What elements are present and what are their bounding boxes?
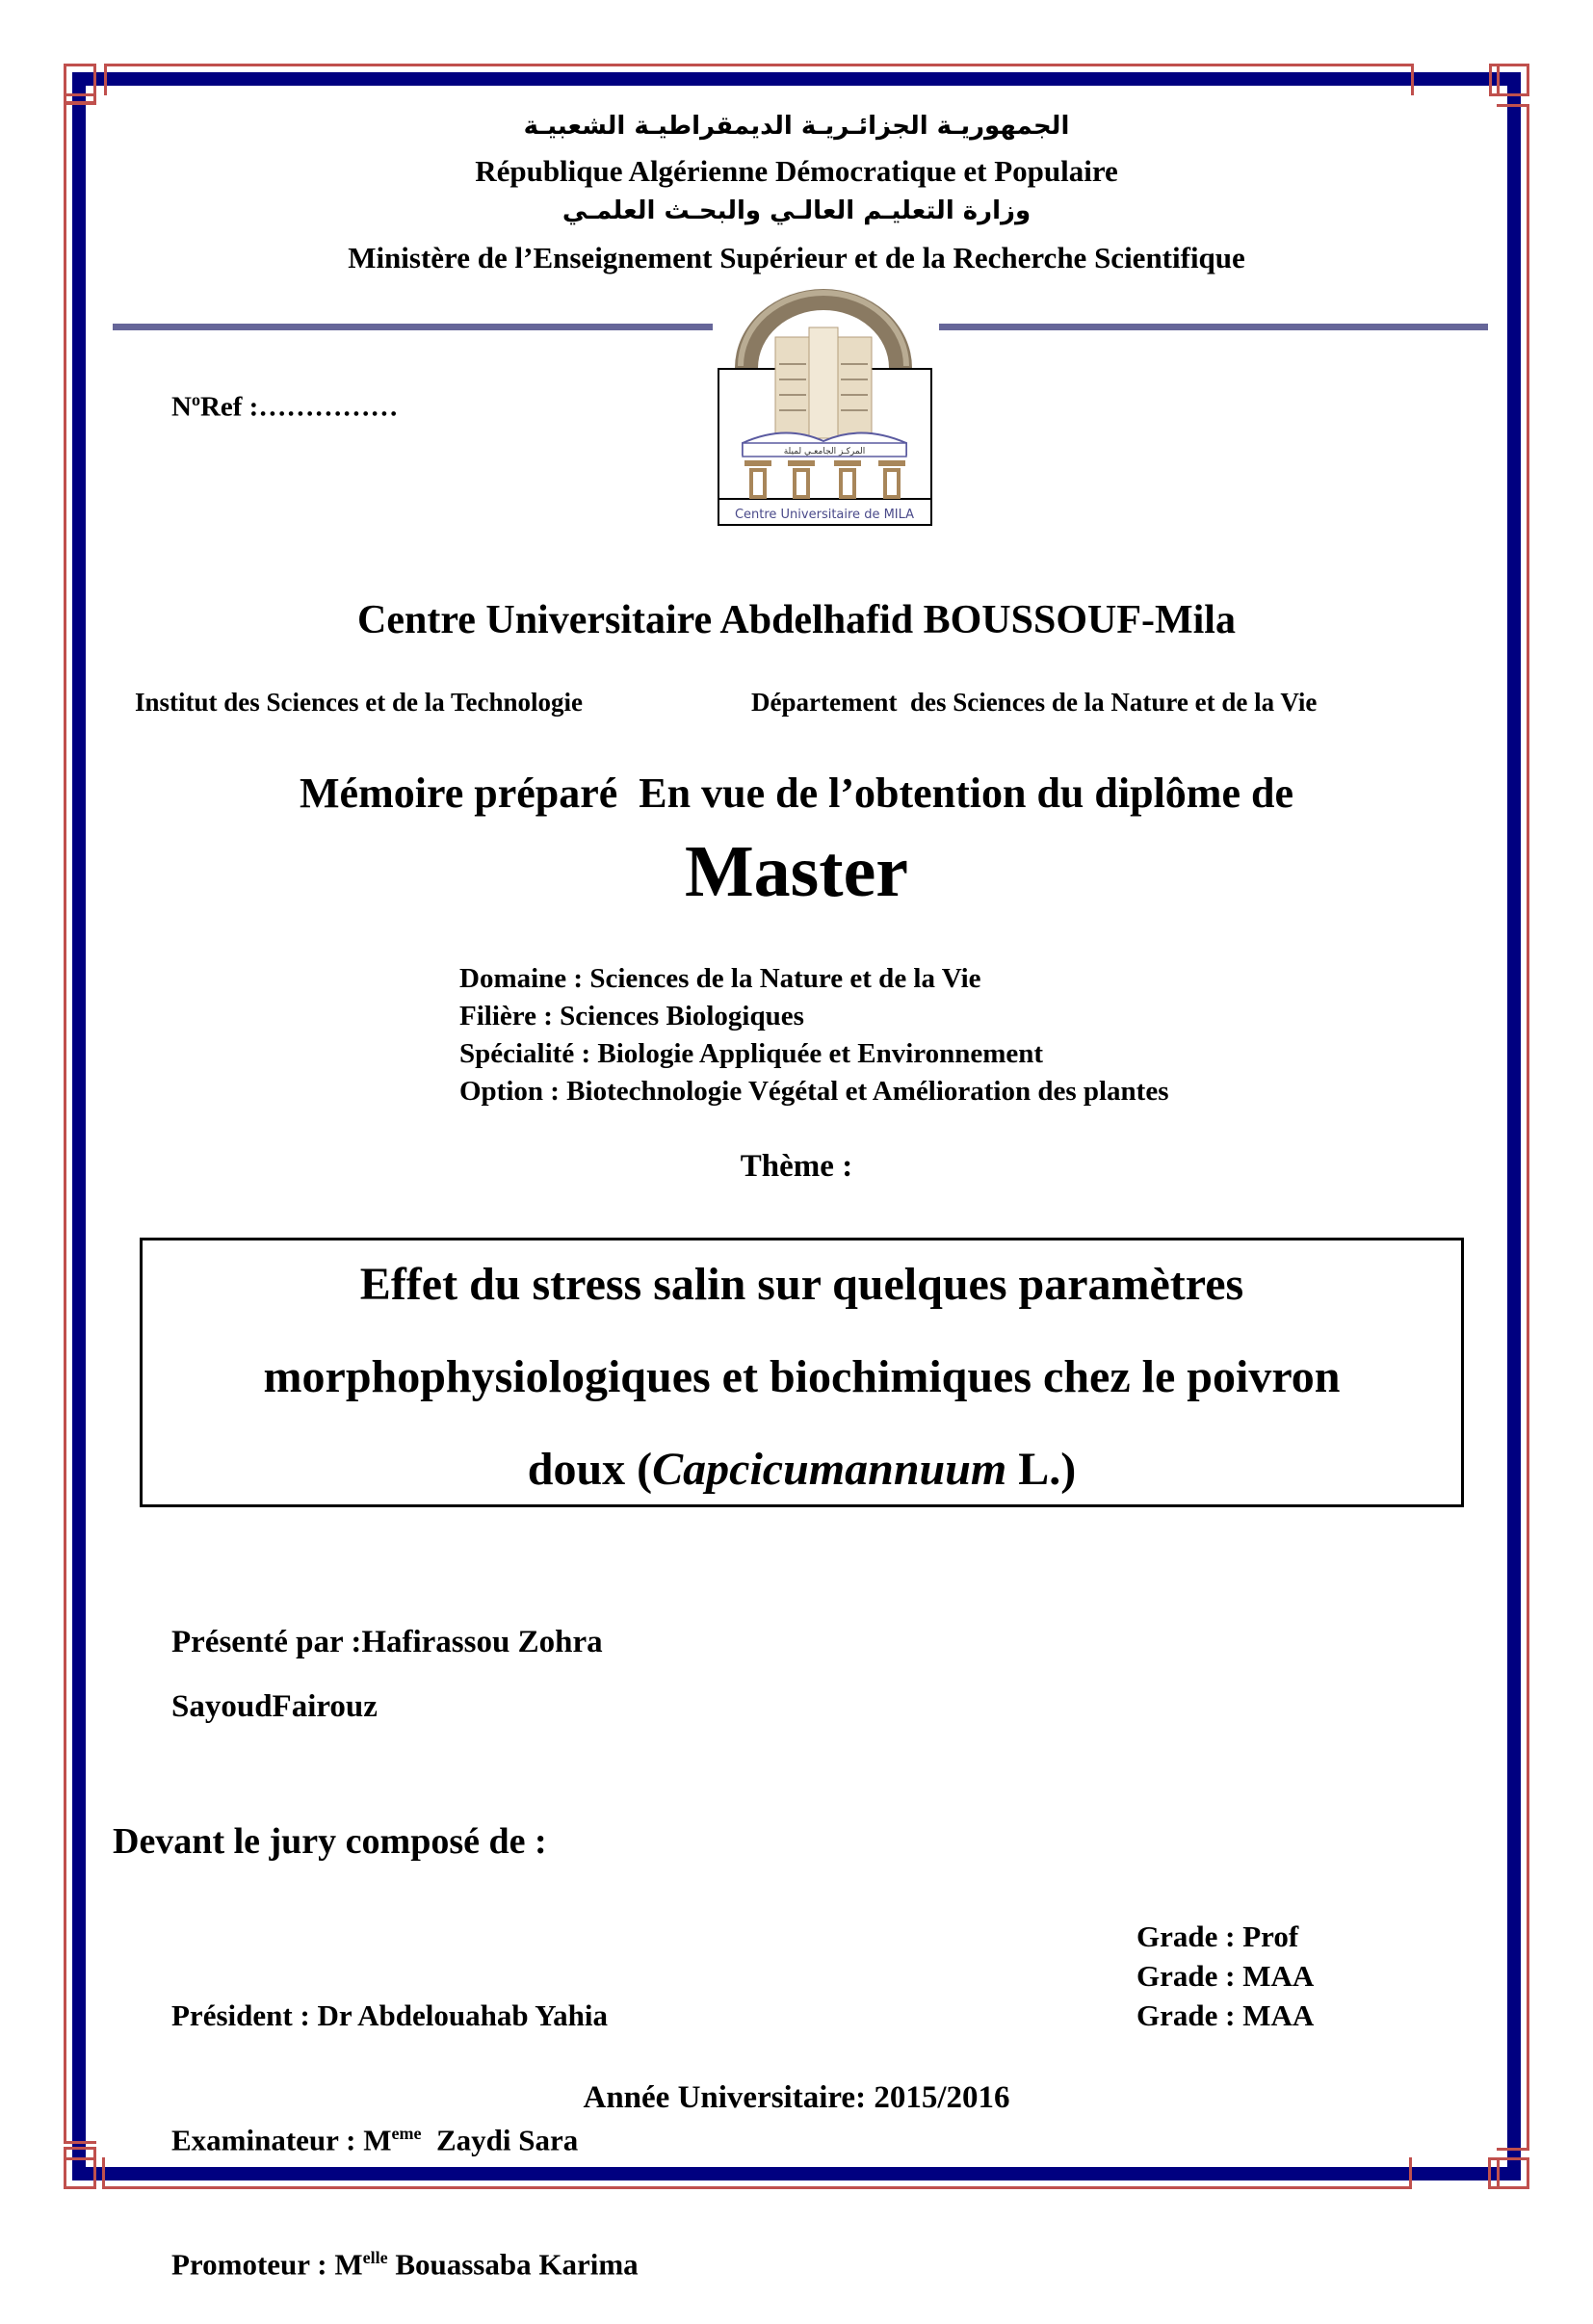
program-filiere: Filière : Sciences Biologiques bbox=[459, 1001, 804, 1031]
jury-title: M bbox=[363, 2123, 392, 2157]
jury-heading: Devant le jury composé de : bbox=[113, 1821, 547, 1862]
border-red-right bbox=[1497, 104, 1529, 2151]
logo-arabic-text: المركـز الجامعـي لميلة bbox=[783, 447, 866, 457]
rule-right bbox=[939, 324, 1488, 330]
institution-name: Centre Universitaire Abdelhafid BOUSSOUF-Mila bbox=[357, 598, 1236, 642]
program-option: Option : Biotechnologie Végétal et Amélioration des plantes bbox=[459, 1076, 1169, 1107]
authors-line-1 bbox=[171, 1625, 603, 1660]
jury-grade: Grade : Prof bbox=[1136, 1919, 1299, 1953]
program-specialite: Spécialité : Biologie Appliquée et Environnement bbox=[459, 1038, 1044, 1069]
authors-label: Présenté par : bbox=[171, 1625, 362, 1659]
reference-n: N bbox=[171, 391, 192, 423]
author-1: Hafirassou Zohra bbox=[361, 1625, 603, 1659]
theme-line-1: Effet du stress salin sur quelques paramètres bbox=[359, 1259, 1244, 1310]
author-2: SayoudFairouz bbox=[171, 1689, 378, 1724]
theme-box bbox=[140, 1238, 1464, 1507]
jury-list bbox=[171, 1917, 639, 2324]
theme-line-3 bbox=[143, 1443, 1461, 1496]
institute-name: Institut des Sciences et de la Technologie bbox=[135, 688, 584, 717]
republic-title: République Algérienne Démocratique et Populaire bbox=[475, 154, 1118, 188]
university-logo bbox=[718, 289, 934, 530]
border-red-top bbox=[104, 64, 1414, 95]
degree-intro: Mémoire préparé En vue de l’obtention du diplôme de bbox=[300, 770, 1293, 817]
jury-member-promoteur bbox=[171, 2238, 639, 2284]
jury-name: Bouassaba Karima bbox=[387, 2247, 639, 2282]
corner-tl-2 bbox=[64, 64, 96, 104]
jury-title: Dr bbox=[317, 1998, 353, 2032]
theme-line-3-suffix: L.) bbox=[1006, 1444, 1077, 1495]
jury-title-sup: elle bbox=[362, 2248, 388, 2268]
theme-line-2: morphophysiologiques et biochimiques chez le poivron bbox=[263, 1351, 1341, 1402]
jury-name: Zaydi Sara bbox=[421, 2123, 579, 2157]
jury-role: Examinateur : bbox=[171, 2123, 364, 2157]
theme-label: Thème : bbox=[740, 1149, 853, 1184]
department-name: Département des Sciences de la Nature et de la Vie bbox=[751, 688, 1318, 717]
jury-name: Abdelouahab Yahia bbox=[352, 1998, 609, 2032]
ministry-title: Ministère de l’Enseignement Supérieur et de la Recherche Scientifique bbox=[348, 241, 1245, 274]
arabic-republic: الجمهوريـة الجزائـريـة الديمقراطيـة الشعبيـة bbox=[523, 112, 1070, 141]
degree-title: Master bbox=[684, 831, 909, 912]
jury-title-sup: eme bbox=[391, 2124, 422, 2143]
jury-grade: Grade : MAA bbox=[1136, 1998, 1315, 2032]
reference-o: o bbox=[191, 390, 200, 409]
reference-label: Ref :…………… bbox=[199, 391, 399, 423]
jury-grades bbox=[1136, 1917, 1314, 2035]
jury-title: M bbox=[334, 2247, 363, 2282]
corner-br-2 bbox=[1488, 2157, 1529, 2189]
jury-role: Président : bbox=[171, 1998, 318, 2032]
border-red-left bbox=[64, 102, 96, 2144]
jury-grade: Grade : MAA bbox=[1136, 1959, 1315, 1993]
species-name: Capcicumannuum bbox=[652, 1444, 1007, 1495]
jury-role: Promoteur : bbox=[171, 2247, 335, 2282]
theme-line-3-prefix: doux ( bbox=[527, 1444, 653, 1495]
jury-member-examinateur bbox=[171, 2114, 639, 2159]
jury-member-president bbox=[171, 1996, 639, 2035]
program-details bbox=[459, 960, 1169, 1110]
corner-bl-2 bbox=[64, 2147, 96, 2189]
logo-emblem-icon bbox=[718, 289, 934, 530]
corner-tr-2 bbox=[1489, 64, 1529, 96]
arabic-ministry: وزارة التعليـم العالـي والبحـث العلمـي bbox=[561, 196, 1032, 225]
program-domaine: Domaine : Sciences de la Nature et de la Vie bbox=[459, 963, 981, 994]
logo-caption: Centre Universitaire de MILA bbox=[734, 508, 915, 522]
academic-year: Année Universitaire: 2015/2016 bbox=[583, 2080, 1010, 2115]
rule-left bbox=[113, 324, 713, 330]
reference-number bbox=[171, 390, 398, 424]
